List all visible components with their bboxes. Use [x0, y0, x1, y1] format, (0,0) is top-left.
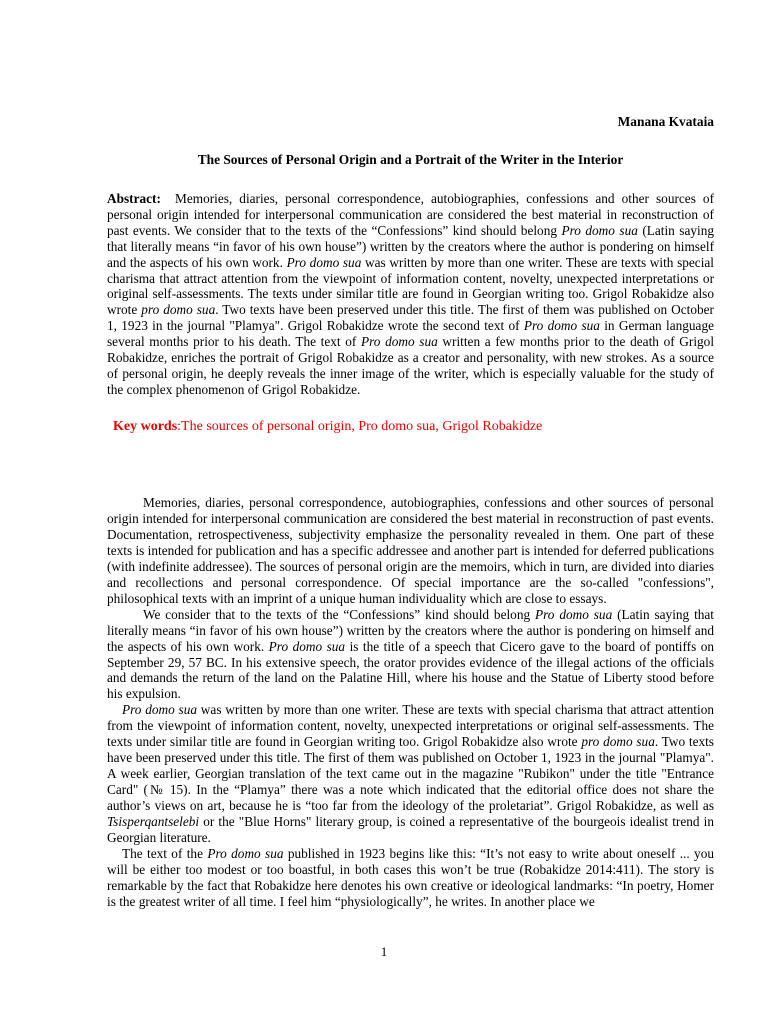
abstract-text: Memories, diaries, personal correspondence, autobiographies, confessions and other sources of personal origin intended for interpersonal communication are considered the best material in reconstruction of past events. We consider that to the texts of the “Confessions” kind should belong Pro domo sua (Latin saying that literally means “in favor of his own house”) written by the creators where the author is pondering on himself and the aspects of his own work. Pro domo sua was written by more than one writer. These are texts with special charisma that attract attention from the viewpoint of information content, novelty, unexpected interpretations or original self-assessments. The texts under similar title are found in Georgian writing too. Grigol Robakidze also wrote pro domo sua. Two texts have been preserved under this title. The first of them was published on October 1, 1923 in the journal "Plamya". Grigol Robakidze wrote the second text of Pro domo sua in German language several months prior to his death. The text of Pro domo sua written a few months prior to the death of Grigol Robakidze, enriches the portrait of Grigol Robakidze as a creator and personality, with new strokes. As a source of personal origin, he deeply reveals the inner image of the writer, which is especially valuable for the study of the complex phenomenon of Grigol Robakidze. — [107, 191, 715, 397]
abstract — [107, 191, 714, 398]
abstract-label: Abstract: — [107, 191, 161, 206]
author-name: Manana Kvataia — [617, 114, 714, 129]
keywords-text: :The sources of personal origin, Pro domo sua, Grigol Robakidze — [177, 419, 543, 434]
keywords — [113, 419, 542, 435]
keywords-label: Key words — [113, 419, 178, 434]
page-number: 1 — [380, 944, 388, 959]
paragraph: Pro domo sua was written by more than one writer. These are texts with special charisma that attract attention from the viewpoint of information content, novelty, unexpected interpretations or original self-assessments. The texts under similar title are found in Georgian writing too. Grigol Robakidze also wrote pro domo sua. Two texts have been preserved under this title. The first of them was published on October 1, 1923 in the journal "Plamya". A week earlier, Georgian translation of the text came out in the magazine "Rubikon" under the title "Entrance Card" (№ 15). In the “Plamya” there was a note which indicated that the editorial office does not share the author’s views on art, because he is “too far from the ideology of the proletariat”. Grigol Robakidze, as well as Tsisperqantselebi or the "Blue Horns" literary group, is coined a representative of the bourgeois idealist trend in Georgian literature. — [107, 702, 714, 846]
paragraph: We consider that to the texts of the “Confessions” kind should belong Pro domo sua (Latin saying that literally means “in favor of his own house”) written by the creators where the author is pondering on himself and the aspects of his own work. Pro domo sua is the title of a speech that Cicero gave to the board of pontiffs on September 29, 57 BC. In his extensive speech, the orator provides evidence of the illegal actions of the officials and demands the return of the land on the Palatine Hill, where his house and the Statue of Liberty stood before his expulsion. — [107, 606, 715, 702]
paragraph: Memories, diaries, personal correspondence, autobiographies, confessions and other sources of personal origin intended for interpersonal communication are considered the best material in reconstruction of past events. Documentation, retrospectiveness, subjectivity emphasize the personality revealed in them. One part of these texts is intended for publication and has a specific addressee and another part is intended for deferred publications (with indefinite addressee). The sources of personal origin are the memoirs, which in turn, are divided into diaries and recollections and personal correspondence. Of special importance are the so-called "confessions", philosophical texts with an imprint of a unique human individuality which are close to essays. — [107, 495, 714, 606]
paper-title: The Sources of Personal Origin and a Portrait of the Writer in the Interior — [197, 152, 624, 167]
paragraph: The text of the Pro domo sua published in 1923 begins like this: “It’s not easy to write about oneself ... you will be either too modest or too boastful, in both cases this won’t be true (Robakidze 2014:411). The story is remarkable by the fact that Robakidze here denotes his own creative or ideological landmarks: “In poetry, Homer is the greatest writer of all time. I feel him “physiologically”, he writes. In another place we — [107, 845, 714, 909]
body-text — [107, 495, 714, 910]
